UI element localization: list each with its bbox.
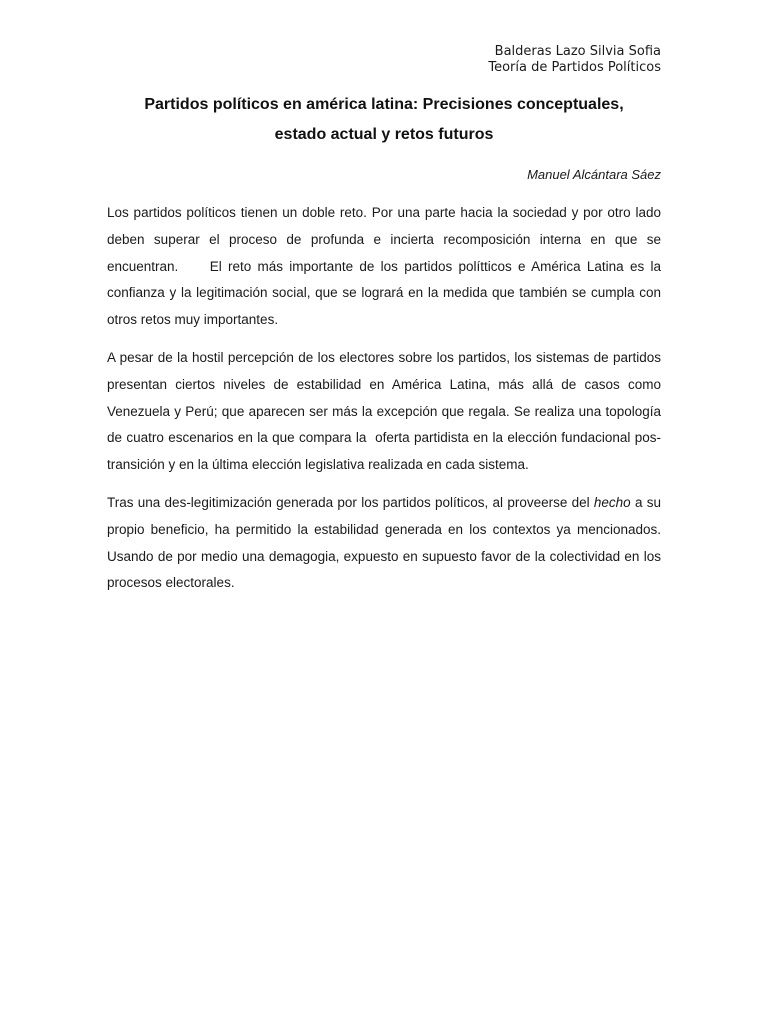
paragraph-3-emphasis: hecho (593, 494, 631, 510)
student-name: Balderas Lazo Silvia Sofia (494, 44, 661, 59)
article-author: Manuel Alcántara Sáez (527, 167, 661, 182)
document-body (107, 200, 665, 608)
paragraph-3-start: Tras una des-legitimización generada por los partidos políticos, al proveerse del (107, 494, 594, 510)
title-line-1: Partidos políticos en américa latina: Precisiones conceptuales, (144, 96, 624, 113)
paragraph-2: A pesar de la hostil percepción de los electores sobre los partidos, los sistemas de partidos presentan ciertos niveles de estabilidad en América Latina, más allá de casos como Venezuela y Perú; que aparecen ser más la excepción que regala. Se realiza una topología de cuatro escenarios en la que compara la oferta partidista en la elección fundacional pos-transición y en la última elección legislativa realizada en cada sistema. (107, 349, 665, 473)
document-header (488, 44, 661, 76)
paragraph-3-end: a su propio beneficio, ha permitido la estabilidad generada en los contextos ya mencionados. Usando de por medio una demagogia, expuesto en supuesto favor de la colectividad en los procesos electorales. (107, 494, 661, 591)
paragraph-1: Los partidos políticos tienen un doble reto. Por una parte hacia la sociedad y por otro lado deben superar el proceso de profunda e incierta recomposición interna en que se encuentran. El reto más importante de los partidos polítticos e América Latina es la confianza y la legitimación social, que se logrará en la medida que también se cumpla con otros retos muy importantes. (107, 205, 665, 328)
course-name: Teoría de Partidos Políticos (488, 60, 661, 75)
title-line-2: estado actual y retos futuros (274, 126, 494, 143)
paragraph-3 (107, 490, 661, 597)
document-title (107, 90, 661, 150)
